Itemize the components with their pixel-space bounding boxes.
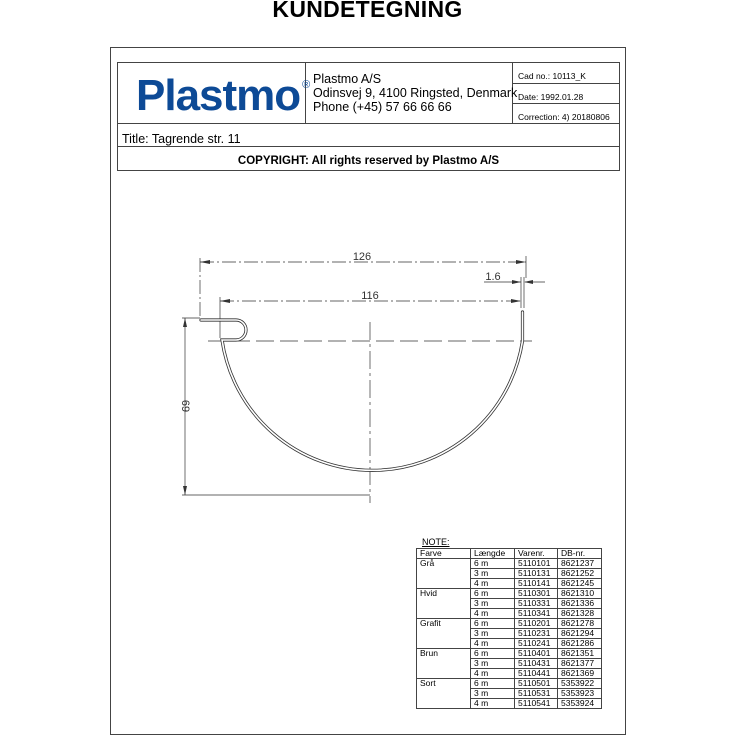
drawing-title: Title: Tagrende str. 11: [122, 132, 241, 146]
color-cell: [417, 579, 471, 589]
item-number-cell: 5110531: [515, 689, 558, 699]
length-cell: 3 m: [471, 599, 515, 609]
column-header: Farve: [417, 549, 471, 559]
page-heading: KUNDETEGNING: [272, 0, 463, 22]
table-row: [417, 669, 602, 679]
db-number-cell: 8621351: [558, 649, 602, 659]
phone-line: Phone (+45) 57 66 66 66: [313, 100, 452, 114]
length-cell: 6 m: [471, 589, 515, 599]
item-number-cell: 5110401: [515, 649, 558, 659]
item-number-cell: 5110341: [515, 609, 558, 619]
table-row: [417, 699, 602, 709]
db-number-cell: 8621369: [558, 669, 602, 679]
table-header-row: [417, 549, 602, 559]
gutter-profile-inner: [201, 312, 523, 470]
item-number-cell: 5110131: [515, 569, 558, 579]
item-number-cell: 5110431: [515, 659, 558, 669]
length-cell: 3 m: [471, 629, 515, 639]
db-number-cell: 8621377: [558, 659, 602, 669]
item-number-cell: 5110441: [515, 669, 558, 679]
table-row: [417, 619, 602, 629]
color-cell: [417, 689, 471, 699]
db-number-cell: 8621286: [558, 639, 602, 649]
company-name: Plastmo A/S: [313, 72, 382, 86]
db-number-cell: 8621328: [558, 609, 602, 619]
length-cell: 3 m: [471, 659, 515, 669]
table-row: [417, 559, 602, 569]
length-cell: 4 m: [471, 639, 515, 649]
item-number-cell: 5110241: [515, 639, 558, 649]
product-table: [416, 548, 602, 709]
length-cell: 4 m: [471, 699, 515, 709]
item-number-cell: 5110331: [515, 599, 558, 609]
table-row: [417, 609, 602, 619]
item-number-cell: 5110541: [515, 699, 558, 709]
db-number-cell: 8621336: [558, 599, 602, 609]
column-header: Længde: [471, 549, 515, 559]
drawing-date: Date: 1992.01.28: [518, 92, 584, 102]
db-number-cell: 8621310: [558, 589, 602, 599]
db-number-cell: 5353923: [558, 689, 602, 699]
length-cell: 4 m: [471, 669, 515, 679]
cad-number: Cad no.: 10113_K: [518, 71, 586, 81]
item-number-cell: 5110141: [515, 579, 558, 589]
color-cell: [417, 629, 471, 639]
logo-text: Plastmo: [136, 71, 301, 120]
color-cell: Grå: [417, 559, 471, 569]
item-number-cell: 5110301: [515, 589, 558, 599]
color-cell: [417, 659, 471, 669]
item-number-cell: 5110101: [515, 559, 558, 569]
item-number-cell: 5110501: [515, 679, 558, 689]
table-row: [417, 689, 602, 699]
table-row: [417, 589, 602, 599]
color-cell: [417, 599, 471, 609]
note-label: NOTE:: [422, 537, 450, 547]
table-row: [417, 679, 602, 689]
table-row: [417, 659, 602, 669]
db-number-cell: 5353924: [558, 699, 602, 709]
column-header: Varenr.: [515, 549, 558, 559]
length-cell: 4 m: [471, 609, 515, 619]
db-number-cell: 8621252: [558, 569, 602, 579]
registered-mark: ®: [302, 79, 310, 91]
db-number-cell: 8621245: [558, 579, 602, 589]
column-header: DB-nr.: [558, 549, 602, 559]
db-number-cell: 8621278: [558, 619, 602, 629]
table-row: [417, 579, 602, 589]
address-line: Odinsvej 9, 4100 Ringsted, Denmark: [313, 86, 518, 100]
dim-label-69: 69: [179, 399, 191, 413]
table-row: [417, 629, 602, 639]
color-cell: [417, 669, 471, 679]
length-cell: 6 m: [471, 649, 515, 659]
copyright: COPYRIGHT: All rights reserved by Plastmo A/S: [237, 155, 500, 167]
dim-label-126: 126: [352, 251, 372, 263]
length-cell: 6 m: [471, 559, 515, 569]
color-cell: [417, 639, 471, 649]
table-row: [417, 649, 602, 659]
db-number-cell: 8621237: [558, 559, 602, 569]
color-cell: Hvid: [417, 589, 471, 599]
dim-label-116: 116: [361, 290, 379, 302]
length-cell: 3 m: [471, 689, 515, 699]
color-cell: [417, 609, 471, 619]
length-cell: 3 m: [471, 569, 515, 579]
db-number-cell: 5353922: [558, 679, 602, 689]
color-cell: Grafit: [417, 619, 471, 629]
dim-label-1-6: 1.6: [485, 271, 501, 283]
table-row: [417, 639, 602, 649]
length-cell: 4 m: [471, 579, 515, 589]
color-cell: Sort: [417, 679, 471, 689]
table-row: [417, 569, 602, 579]
db-number-cell: 8621294: [558, 629, 602, 639]
item-number-cell: 5110231: [515, 629, 558, 639]
item-number-cell: 5110201: [515, 619, 558, 629]
table-row: [417, 599, 602, 609]
arrowheads: [183, 260, 533, 495]
color-cell: Brun: [417, 649, 471, 659]
length-cell: 6 m: [471, 679, 515, 689]
gutter-profile: [201, 312, 523, 470]
color-cell: [417, 699, 471, 709]
correction: Correction: 4) 20180806: [518, 112, 610, 122]
color-cell: [417, 569, 471, 579]
length-cell: 6 m: [471, 619, 515, 629]
